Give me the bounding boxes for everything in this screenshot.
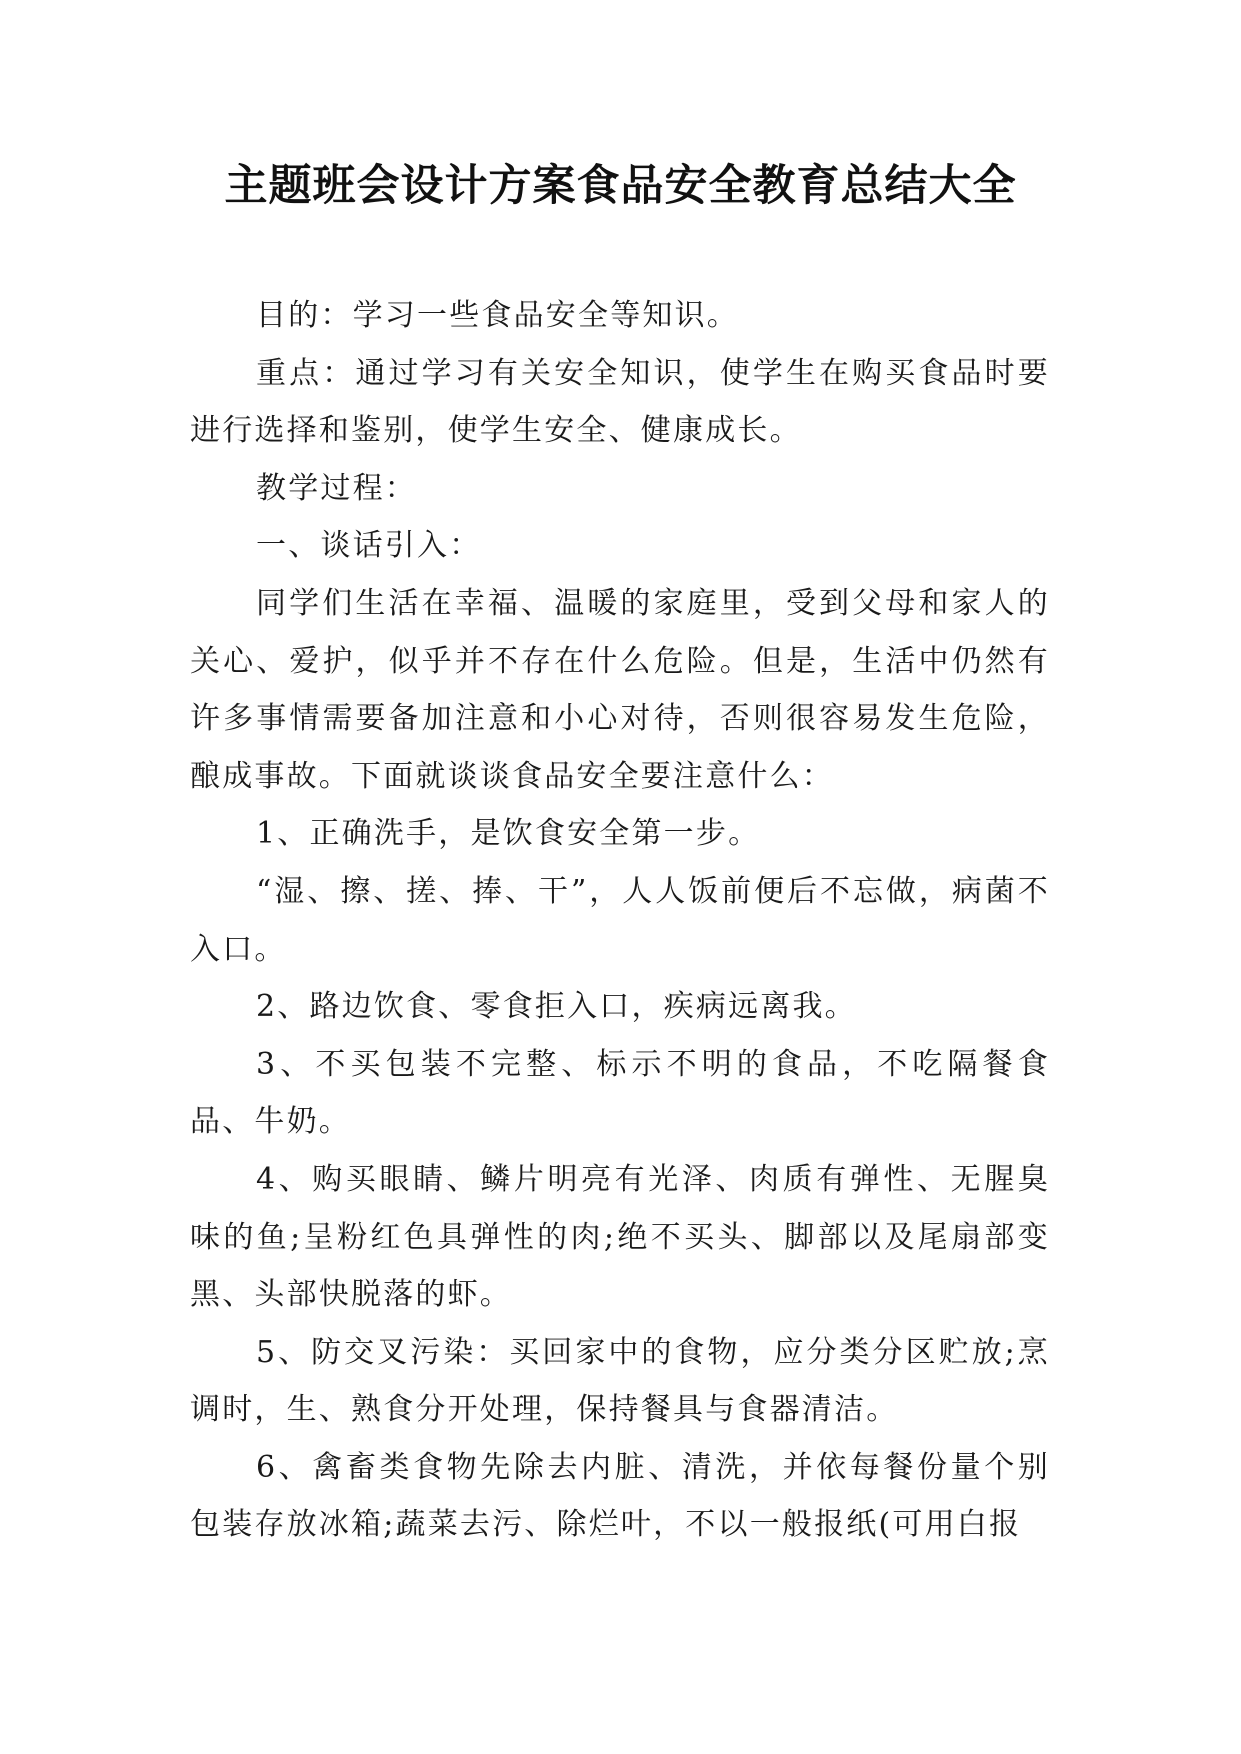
paragraph-item-6: 6、禽畜类食物先除去内脏、清洗，并依每餐份量个别包装存放冰箱;蔬菜去污、除烂叶，不以一般报纸(可用白报 <box>190 1449 1050 1543</box>
document-title: 主题班会设计方案食品安全教育总结大全 <box>224 161 1017 211</box>
paragraph-item-3: 3、不买包装不完整、标示不明的食品，不吃隔餐食品、牛奶。 <box>190 1046 1050 1140</box>
paragraph-item-4: 4、购买眼睛、鳞片明亮有光泽、肉质有弹性、无腥臭味的鱼;呈粉红色具弹性的肉;绝不买头、脚部以及尾扇部变黑、头部快脱落的虾。 <box>190 1161 1050 1313</box>
paragraph-section-intro-heading: 一、谈话引入： <box>256 528 482 564</box>
paragraph-item-2: 2、路边饮食、零食拒入口，疾病远离我。 <box>256 989 857 1025</box>
paragraph-item-5: 5、防交叉污染：买回家中的食物，应分类分区贮放;烹调时，生、熟食分开处理，保持餐具与食器清洁。 <box>190 1334 1050 1428</box>
paragraph-intro-text: 同学们生活在幸福、温暖的家庭里，受到父母和家人的关心、爱护，似乎并不存在什么危险。但是，生活中仍然有许多事情需要备加注意和小心对待，否则很容易发生危险，酿成事故。下面就谈谈食品安全要注意什么： <box>190 585 1050 794</box>
paragraph-key-points: 重点：通过学习有关安全知识，使学生在购买食品时要进行选择和鉴别，使学生安全、健康成长。 <box>190 355 1050 449</box>
paragraph-item-1: 1、正确洗手，是饮食安全第一步。 <box>256 816 761 852</box>
document-body <box>190 287 1050 1554</box>
paragraph-teaching-process: 教学过程： <box>256 470 417 506</box>
paragraph-item-1-detail: “湿、擦、搓、捧、干”，人人饭前便后不忘做，病菌不入口。 <box>190 873 1050 967</box>
paragraph-purpose: 目的：学习一些食品安全等知识。 <box>256 298 739 333</box>
